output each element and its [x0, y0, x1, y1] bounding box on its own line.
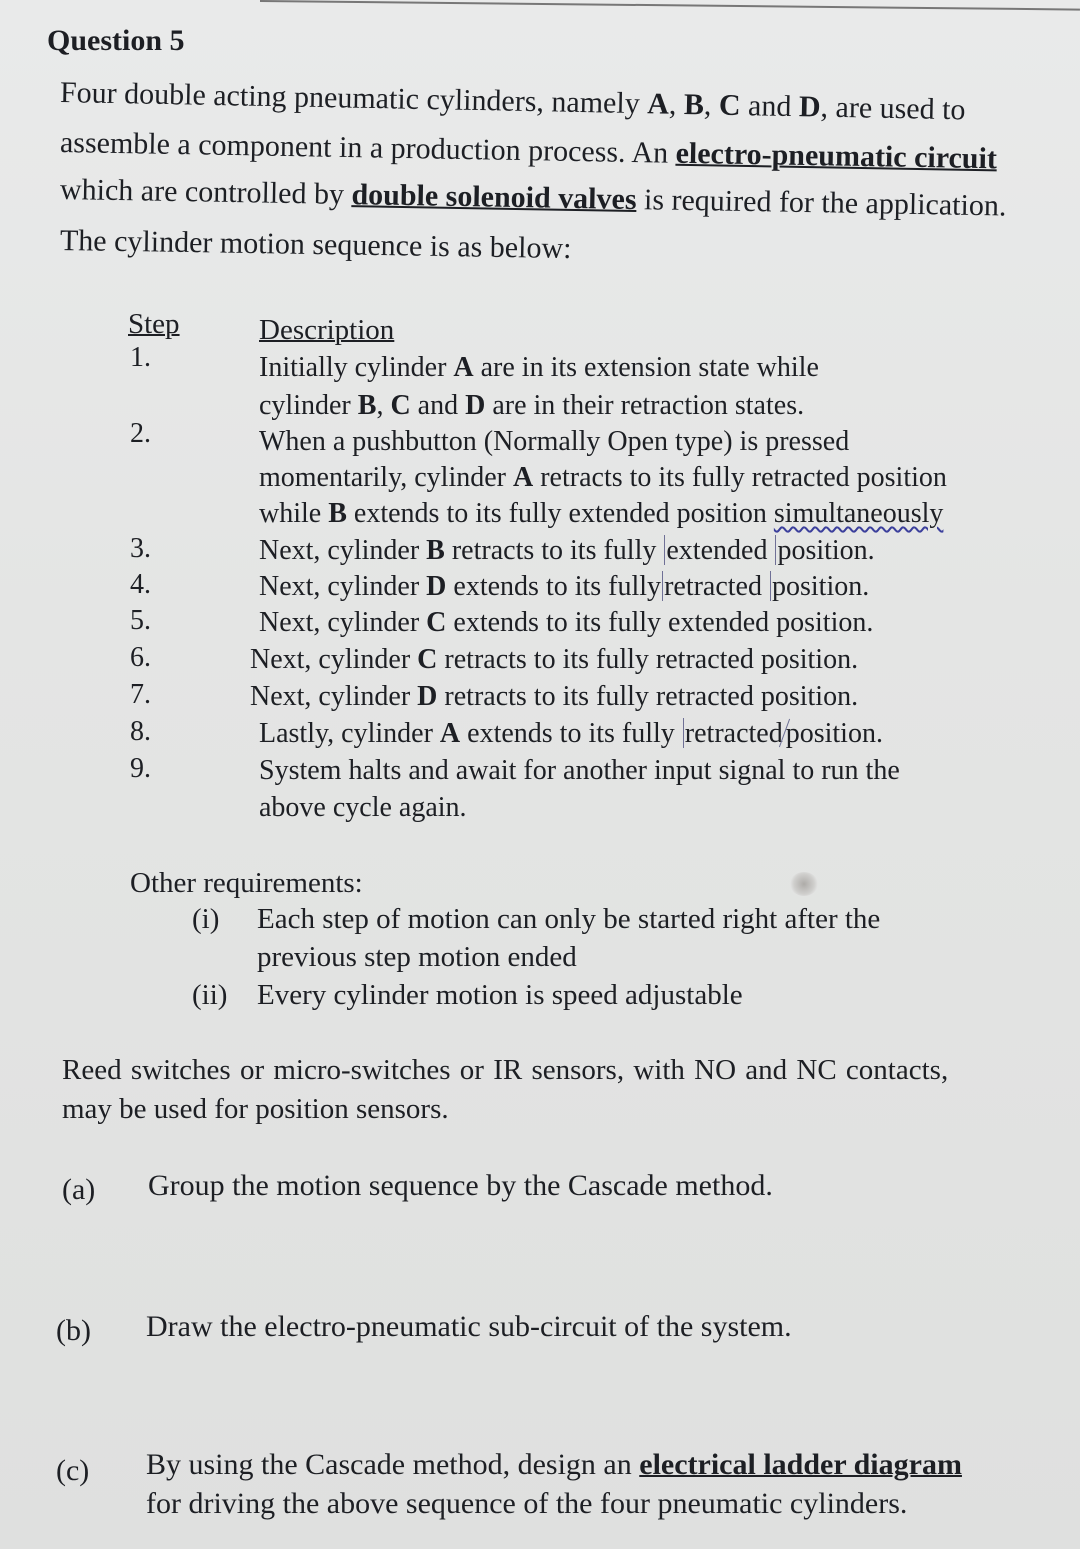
step-9-line-2: above cycle again. [259, 792, 467, 823]
part-c-line-2: for driving the above sequence of the four pneumatic cylinders. [146, 1487, 908, 1520]
part-c-line-1 [146, 1448, 962, 1482]
sep: , [668, 87, 685, 121]
sensors-line-1: Reed switches or micro-switches or IR sensors, with NO and NC contacts, [62, 1054, 949, 1086]
step-number: 8. [130, 716, 151, 747]
step-2-line-2: momentarily, cylinder A retracts to its fully retracted position [259, 462, 947, 493]
part-b-text: Draw the electro-pneumatic sub-circuit of the system. [146, 1310, 792, 1343]
sensors-line-2: may be used for position sensors. [62, 1093, 449, 1125]
step-4-text: Next, cylinder D extends to its fully retracted position. [259, 571, 870, 602]
intro-line-1 [60, 78, 966, 125]
part-c-text: By using the Cascade method, design an [146, 1448, 640, 1481]
step-number: 5. [130, 605, 151, 636]
step-1-line-1: Initially cylinder A are in its extension state while [259, 352, 819, 383]
requirement-1-line-2: previous step motion ended [257, 941, 577, 973]
step-number: 6. [130, 642, 151, 673]
step-number: 2. [130, 418, 151, 449]
step-3-text: Next, cylinder B retracts to its fully extended position. [259, 535, 875, 566]
intro-text: is required for the application. [636, 183, 1007, 223]
cyl-d: D [798, 90, 821, 124]
step-5-text: Next, cylinder C extends to its fully extended position. [259, 607, 874, 638]
intro-line-2 [60, 128, 997, 174]
electrical-ladder-diagram-term: electrical ladder diagram [639, 1448, 962, 1481]
intro-text: which are controlled by [59, 173, 352, 212]
step-6-text: Next, cylinder C retracts to its fully retracted position. [250, 644, 859, 675]
intro-line-3 [60, 175, 1007, 222]
question-title: Question 5 [47, 24, 185, 57]
step-header: Step [128, 308, 180, 340]
step-2-line-1: When a pushbutton (Normally Open type) is pressed [259, 426, 850, 457]
step-number: 7. [130, 679, 151, 710]
step-7-text: Next, cylinder D retracts to its fully retracted position. [250, 681, 859, 712]
step-2-line-3: while B extends to its fully extended position simultaneously [259, 498, 944, 529]
page-edge-line [260, 0, 1080, 11]
step-number: 9. [130, 753, 151, 784]
step-8-text: Lastly, cylinder A extends to its fully retracted position. [259, 718, 883, 749]
part-b-label: (b) [56, 1314, 91, 1347]
and-word: and [740, 89, 800, 124]
part-a-text: Group the motion sequence by the Cascade method. [148, 1169, 773, 1202]
cyl-c: C [718, 88, 741, 123]
requirement-mark: (i) [192, 903, 220, 935]
intro-text: assemble a component in a production process. An [59, 126, 676, 170]
step-number: 3. [130, 533, 151, 564]
step-number: 4. [130, 569, 151, 600]
part-c-label: (c) [56, 1454, 90, 1487]
intro-text: , are used to [820, 90, 966, 127]
electro-pneumatic-circuit-term: electro-pneumatic circuit [675, 136, 998, 176]
step-1-line-2: cylinder B, C and D are in their retraction states. [259, 390, 805, 421]
requirement-2-text: Every cylinder motion is speed adjustable [257, 979, 743, 1011]
cyl-b: B [683, 87, 705, 122]
double-solenoid-valves-term: double solenoid valves [351, 178, 637, 217]
other-requirements-heading: Other requirements: [130, 867, 363, 899]
intro-line-4: The cylinder motion sequence is as below: [59, 224, 572, 266]
step-number: 1. [130, 342, 151, 373]
intro-text: Four double acting pneumatic cylinders, namely [59, 76, 648, 121]
description-header: Description [259, 314, 395, 346]
sep: , [703, 88, 720, 122]
part-a-label: (a) [62, 1173, 96, 1206]
requirement-mark: (ii) [192, 979, 228, 1011]
cyl-a: A [646, 87, 670, 121]
paper-smudge [790, 872, 818, 896]
requirement-1-line-1: Each step of motion can only be started right after the [257, 903, 881, 935]
step-9-line-1: System halts and await for another input signal to run the [259, 755, 900, 786]
